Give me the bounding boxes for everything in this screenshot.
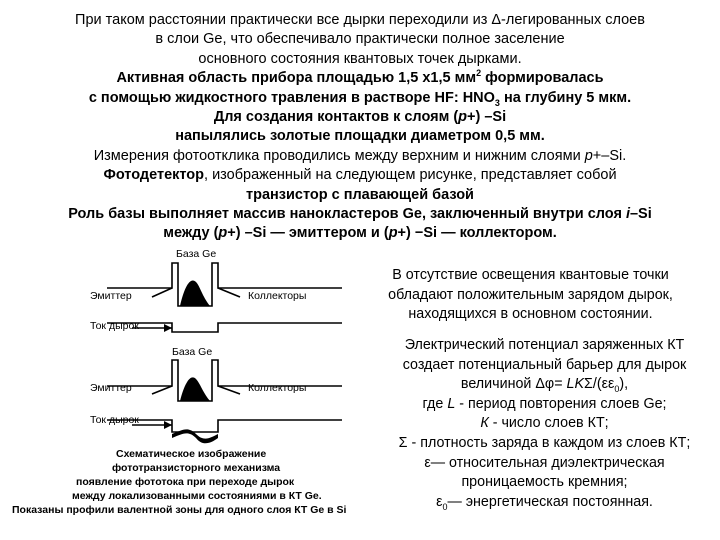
line-9-b: , изображенный на следующем рисунке, представляет собой	[204, 167, 617, 184]
text-line: Σ - плотность заряда в каждом из слоев КТ;	[398, 434, 691, 451]
line-11-b: –Si	[629, 206, 652, 223]
right-paragraph-1	[358, 266, 703, 325]
caption-line-4: между локализованными состояниями в КТ Ge.	[72, 490, 322, 502]
label-base-top: База Ge	[176, 248, 217, 260]
line-4-b: формировалась	[481, 70, 604, 87]
top-emitter-pointer	[152, 288, 172, 297]
caption-line-2: фототранзисторного механизма	[112, 462, 281, 474]
text-line	[0, 166, 720, 185]
main-text-block	[0, 11, 720, 244]
line-2: в слои Ge, что обеспечивало практически полное заселение	[155, 31, 565, 48]
text-line: создает потенциальный барьер для дырок	[402, 356, 687, 373]
formula-c: ),	[619, 376, 629, 393]
line-8-p: p	[584, 147, 593, 164]
line-6-b: +) –Si	[467, 109, 507, 126]
text-line	[0, 30, 720, 49]
text-line	[0, 11, 720, 30]
text-line: находящихся в основном состоянии.	[408, 306, 653, 323]
line-12-p2: p	[388, 225, 398, 242]
text-line	[0, 147, 720, 166]
formula-sub: 0	[614, 384, 620, 395]
label-emitter-bottom: Эмиттер	[90, 382, 132, 394]
text-line	[0, 224, 720, 243]
text-line: Электрический потенциал заряженных КТ	[404, 337, 685, 353]
def-e0-sub: 0	[442, 501, 448, 512]
text-line: обладают положительным зарядом дырок,	[388, 286, 673, 303]
formula-b: Σ/(εε	[584, 376, 615, 393]
text-line	[372, 414, 717, 434]
line-7: напылялись золотые площадки диаметром 0,5 мм.	[175, 128, 545, 145]
formula-a: величиной Δφ=	[460, 376, 567, 393]
text-line: ε— относительная диэлектрическая	[424, 454, 665, 471]
line-9-a: Фотодетектор	[103, 167, 205, 184]
band-diagram-figure	[12, 248, 412, 523]
line-12-p1: p	[218, 225, 228, 242]
line-12-a: между (	[163, 225, 219, 242]
top-collector-pointer	[218, 288, 240, 297]
top-band-profile	[107, 263, 342, 306]
label-emitter-top: Эмиттер	[90, 290, 132, 302]
label-base-bottom: База Ge	[172, 346, 213, 358]
text-line	[372, 395, 717, 415]
caption-line-1: Схематическое изображение	[116, 448, 267, 460]
text-line	[0, 205, 720, 224]
bottom-emitter-pointer	[152, 386, 172, 394]
label-collector-bottom: Коллекторы	[248, 382, 307, 394]
line-6-p: p	[458, 109, 468, 126]
bottom-hole-distribution	[180, 377, 210, 401]
text-line	[0, 89, 720, 108]
right-paragraph-2	[372, 336, 717, 512]
line-3: основного состояния квантовых точек дырками.	[198, 50, 522, 67]
line-11-a: Роль базы выполняет массив нанокластеров Ge, заключенный внутри слоя	[68, 206, 626, 223]
text-line	[372, 375, 717, 395]
text-line	[0, 186, 720, 205]
line-8-b: +–Si.	[592, 147, 627, 164]
text-line	[0, 108, 720, 127]
text-line: В отсутствие освещения квантовые точки	[392, 267, 669, 283]
line-12-c: +) −Si — коллектором.	[397, 225, 557, 242]
bottom-band-profile	[107, 360, 342, 401]
line-5-b: на глубину 5 мкм.	[499, 89, 632, 106]
def-k-symbol: К	[480, 415, 489, 432]
top-current-arrow-head	[164, 324, 172, 332]
text-line	[0, 50, 720, 69]
line-4-sup: 2	[476, 68, 482, 79]
line-4-a: Активная область прибора площадью 1,5 х1,5 мм	[116, 70, 477, 87]
def-l-symbol: L	[447, 395, 456, 412]
line-5-a: с помощью жидкостного травления в растворе HF: HNO	[88, 89, 495, 106]
def-e0-symbol: ε	[436, 493, 443, 510]
bottom-current-arrow-head	[164, 421, 172, 429]
bottom-collector-pointer	[218, 386, 240, 394]
line-8-a: Измерения фотоотклика проводились между верхним и нижним слоями	[93, 147, 585, 164]
top-hole-distribution	[180, 280, 210, 306]
formula-lk: LK	[566, 376, 585, 393]
def-l-b: - период повторения слоев Ge;	[455, 395, 667, 412]
text-line	[0, 127, 720, 146]
def-e0-b: — энергетическая постоянная.	[447, 493, 653, 510]
text-line: проницаемость кремния;	[461, 474, 628, 491]
label-current-top: Ток дырок	[90, 320, 139, 332]
line-10: транзистор с плавающей базой	[246, 186, 474, 203]
caption-line-3: появление фототока при переходе дырок	[76, 476, 295, 488]
line-12-b: +) –Si — эмиттером и (	[227, 225, 389, 242]
text-line	[0, 69, 720, 88]
line-1: При таком расстоянии практически все дырки переходили из Δ-легированных слоев	[75, 12, 645, 28]
caption-line-5: Показаны профили валентной зоны для одного слоя КТ Ge в Si	[12, 504, 347, 516]
def-k-b: - число слоев КТ;	[488, 415, 609, 432]
label-collector-top: Коллекторы	[248, 290, 307, 302]
label-current-bottom: Ток дырок	[90, 414, 139, 426]
text-line	[372, 493, 717, 513]
bottom-band-profile-lower	[107, 420, 342, 432]
line-5-sub: 3	[494, 97, 500, 108]
line-11-i: i	[625, 206, 630, 223]
line-6-a: Для создания контактов к слоям (	[213, 109, 459, 126]
def-l-a: где	[422, 395, 448, 412]
